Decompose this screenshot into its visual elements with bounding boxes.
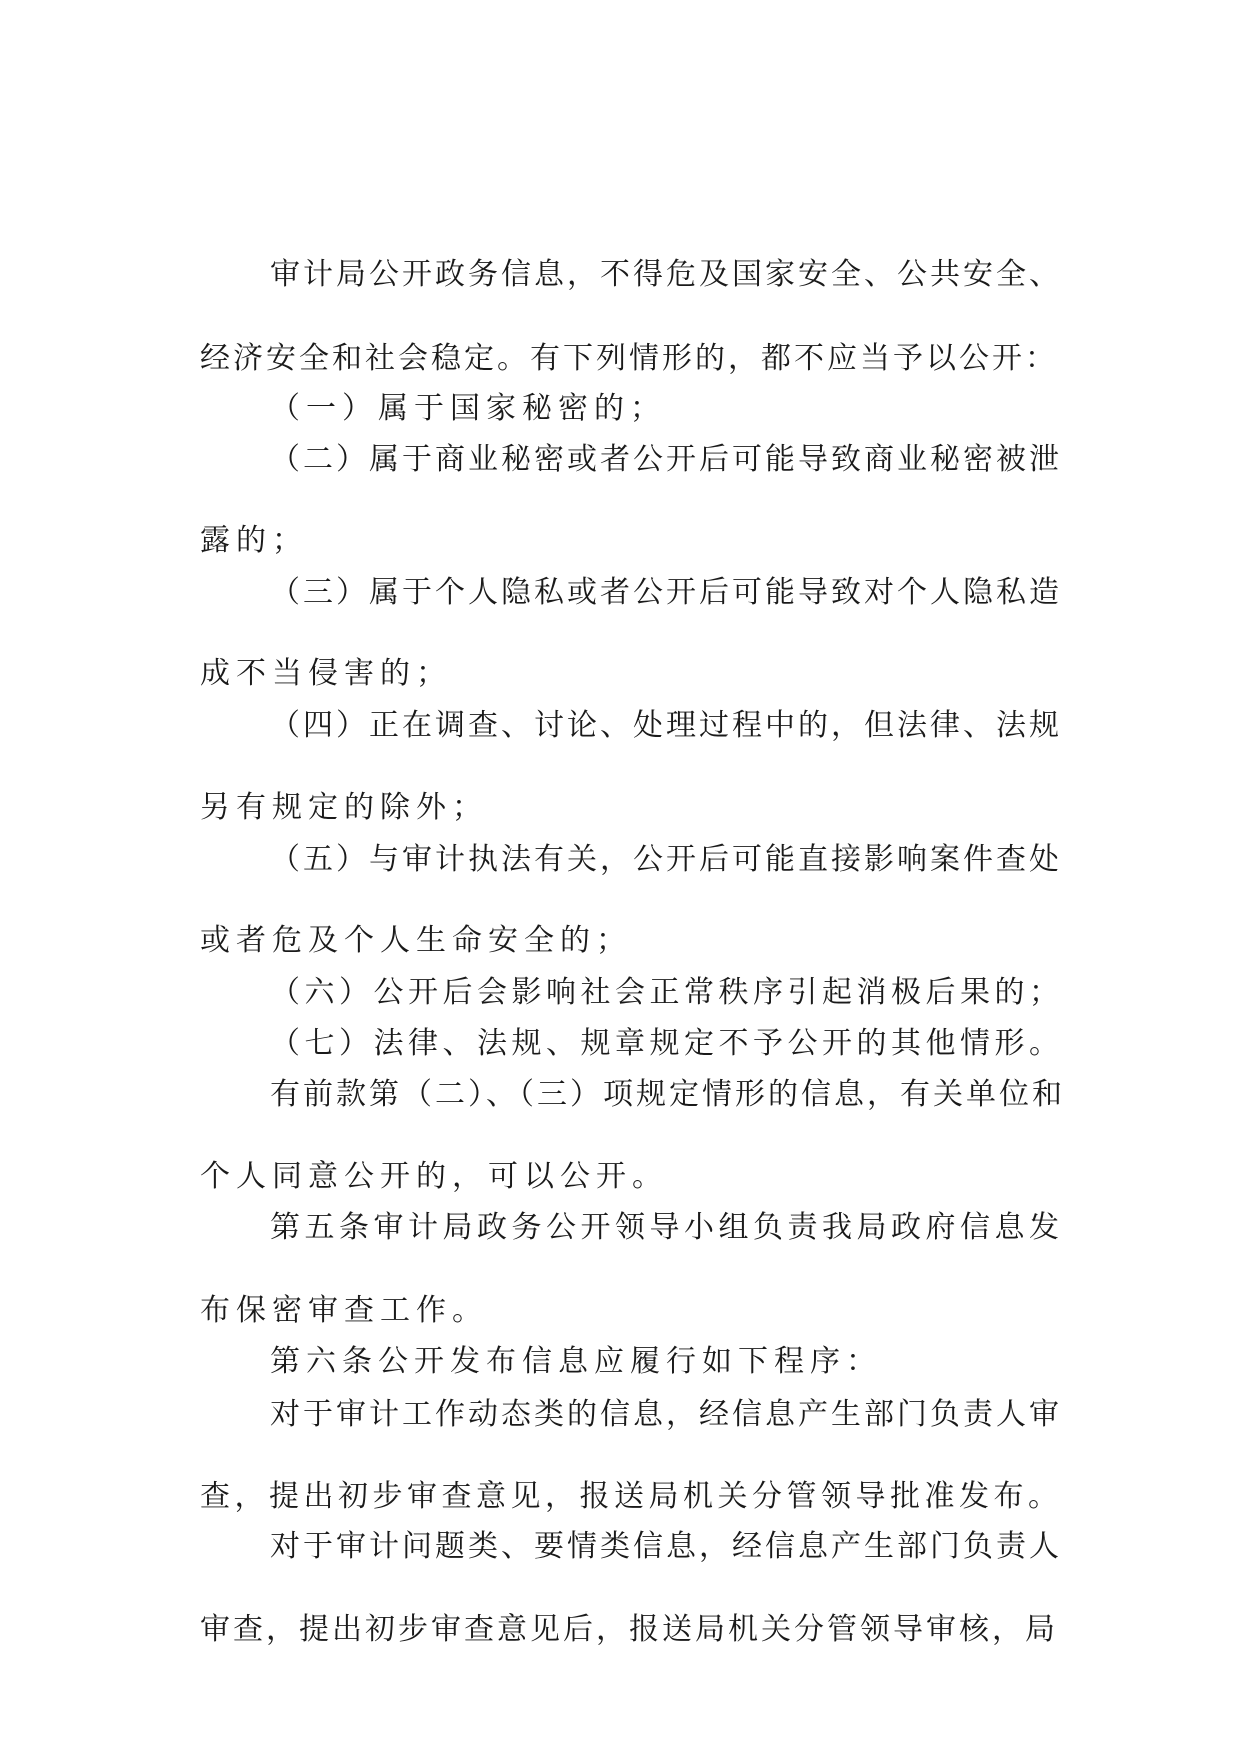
text-line: （七）法律、法规、规章规定不予公开的其他情形。 (270, 1026, 1064, 1061)
text-line: （四）正在调查、讨论、处理过程中的，但法律、法规 (270, 708, 1062, 743)
text-line: 另有规定的除外； (200, 790, 488, 825)
text-line: 第六条公开发布信息应履行如下程序： (270, 1344, 882, 1379)
text-line: 有前款第（二）、（三）项规定情形的信息，有关单位和 (270, 1077, 1065, 1112)
text-line: 成不当侵害的； (200, 656, 452, 691)
text-line: （二）属于商业秘密或者公开后可能导致商业秘密被泄 (270, 442, 1062, 477)
text-line: 布保密审查工作。 (200, 1293, 488, 1328)
text-line: （五）与审计执法有关，公开后可能直接影响案件查处 (270, 842, 1062, 877)
text-line: （一）属于国家秘密的； (270, 391, 666, 426)
text-line: （六）公开后会影响社会正常秩序引起消极后果的； (270, 975, 1064, 1010)
text-line: 经济安全和社会稳定。有下列情形的，都不应当予以公开： (200, 341, 1058, 376)
text-line: 审查，提出初步审查意见后，报送局机关分管领导审核，局 (200, 1612, 1058, 1647)
text-line: 或者危及个人生命安全的； (200, 923, 632, 958)
text-line: 查，提出初步审查意见，报送局机关分管领导批准发布。 (200, 1479, 1063, 1514)
text-line: 对于审计问题类、要情类信息，经信息产生部门负责人 (270, 1529, 1062, 1564)
text-line: 审计局公开政务信息，不得危及国家安全、公共安全、 (270, 257, 1062, 292)
text-line: （三）属于个人隐私或者公开后可能导致对个人隐私造 (270, 575, 1062, 610)
text-line: 对于审计工作动态类的信息，经信息产生部门负责人审 (270, 1397, 1062, 1432)
text-line: 个人同意公开的，可以公开。 (200, 1159, 668, 1194)
text-line: 露的； (200, 523, 308, 558)
text-line: 第五条审计局政务公开领导小组负责我局政府信息发 (270, 1210, 1064, 1245)
